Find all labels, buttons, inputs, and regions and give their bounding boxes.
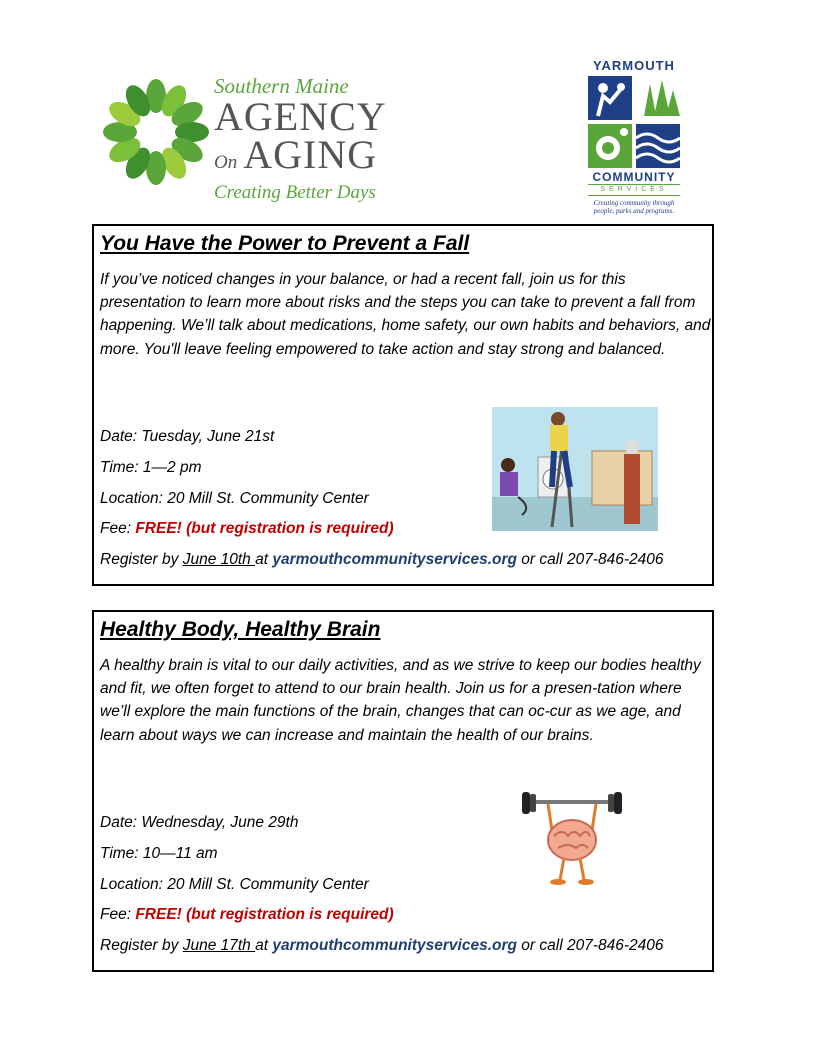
event-description: A healthy brain is vital to our daily activities, and as we strive to keep our bodies healthy and fit, we often forget to attend to our brain health. Join us for a presen-tation where we’ll explore the main functions of the brain, changes that can oc-cur as we age, and learn about ways we can increase and maintain the health of our brains. bbox=[100, 657, 701, 744]
home-safety-illustration bbox=[492, 407, 658, 531]
fee-value: FREE! (but registration is required) bbox=[135, 906, 394, 923]
sports-icon bbox=[588, 124, 632, 168]
event-box-fall-prevention bbox=[92, 224, 714, 586]
register-deadline: June 17th bbox=[182, 937, 256, 954]
trees-icon bbox=[636, 76, 680, 120]
yarmouth-services: SERVICES bbox=[588, 184, 680, 196]
event-date: Date: Wednesday, June 29th bbox=[100, 814, 299, 831]
agency-name-aging: AGING bbox=[243, 132, 378, 177]
event-date: Date: Tuesday, June 21st bbox=[100, 428, 275, 445]
event-time: Time: 10—11 am bbox=[100, 845, 218, 862]
register-phone: or call 207-846-2406 bbox=[516, 551, 664, 568]
event-location: Location: 20 Mill St. Community Center bbox=[100, 490, 369, 507]
fee-label: Fee: bbox=[100, 520, 136, 537]
event-time: Time: 1—2 pm bbox=[100, 459, 202, 476]
agency-name-line2: AGENCY bbox=[214, 94, 387, 139]
fee-value: FREE! (but registration is required) bbox=[135, 520, 394, 537]
flower-logo-icon bbox=[96, 72, 216, 192]
register-phone: or call 207-846-2406 bbox=[516, 937, 664, 954]
event-fee bbox=[100, 519, 394, 539]
yarmouth-community: COMMUNITY bbox=[592, 170, 676, 184]
agency-logo bbox=[96, 72, 396, 203]
event-fee bbox=[100, 905, 394, 925]
agency-tagline: Creating Better Days bbox=[214, 182, 376, 203]
event-location: Location: 20 Mill St. Community Center bbox=[100, 876, 369, 893]
yarmouth-tagline-1: Creating community through bbox=[593, 199, 675, 207]
register-website-link[interactable]: yarmouthcommunityservices.org bbox=[272, 937, 517, 954]
register-at: at bbox=[255, 937, 273, 954]
water-icon bbox=[636, 124, 680, 168]
register-at: at bbox=[255, 551, 273, 568]
register-website-link[interactable]: yarmouthcommunityservices.org bbox=[272, 551, 517, 568]
event-description: If you’ve noticed changes in your balance, or had a recent fall, join us for this presentation to learn more about risks and the steps you can take to prevent a fall from happening. We’ll talk about medications, home safety, our own habits and behaviors, and more. You'll leave feeling empowered to take action and stay strong and balanced. bbox=[100, 271, 711, 358]
register-prefix: Register by bbox=[100, 937, 183, 954]
event-title: You Have the Power to Prevent a Fall bbox=[100, 232, 470, 255]
yarmouth-tagline-2: people, parks and programs. bbox=[593, 207, 675, 215]
event-register bbox=[100, 936, 663, 956]
brain-weightlifting-illustration bbox=[518, 790, 626, 894]
event-register bbox=[100, 550, 663, 570]
yarmouth-title: YARMOUTH bbox=[593, 58, 675, 73]
event-box-brain-health bbox=[92, 610, 714, 972]
people-icon bbox=[588, 76, 632, 120]
fee-label: Fee: bbox=[100, 906, 136, 923]
register-prefix: Register by bbox=[100, 551, 183, 568]
register-deadline: June 10th bbox=[182, 551, 256, 568]
event-title: Healthy Body, Healthy Brain bbox=[100, 618, 381, 641]
yarmouth-logo bbox=[582, 58, 686, 218]
agency-name-on: On bbox=[214, 152, 238, 173]
agency-name-line1: Southern Maine bbox=[214, 74, 349, 98]
